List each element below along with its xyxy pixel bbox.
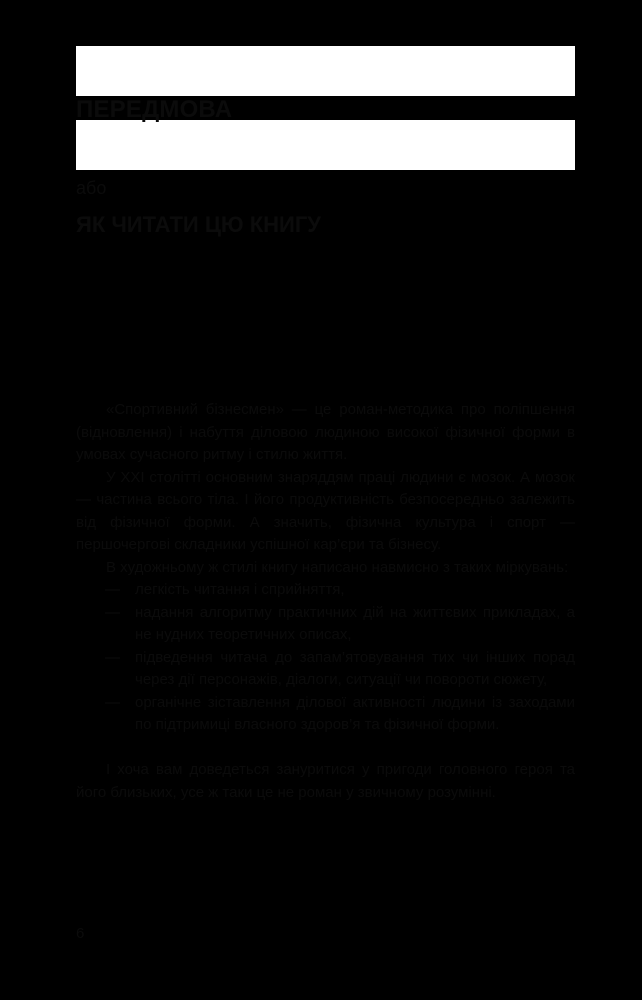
list-dash: — — [105, 693, 120, 711]
list-dash: — — [105, 648, 120, 666]
paragraph-2: У XXI столітті основним знаряддям праці людини є мозок. А мозок — частина всього тіла. І його продуктивність безпосередньо залежить від фізичної форми. А значить, фізична культура і спорт — першочергові складники успішної кар’єри та бізнесу. — [76, 468, 575, 553]
closing-paragraph: І хоча вам доведеться зануритися у пригоди головного героя та його близьких, усе ж таки це не роман у звичному розумінні. — [76, 761, 575, 801]
header-band-top — [76, 46, 575, 96]
list-item — [76, 579, 575, 602]
list-item — [76, 692, 575, 737]
paragraph-3: В художньому ж стилі книгу написано навмисно з таких міркувань: — [106, 558, 569, 576]
subtitle-connector: або — [76, 178, 107, 198]
header-band-bottom — [76, 120, 575, 170]
paragraph-1: «Спортивний бізнесмен» — це роман-методика про поліпшення (відновлення) і набуття діловою людиною високої фізичної форми в умовах сучасного ритму і стилю життя. — [76, 401, 575, 463]
list-dash: — — [105, 581, 120, 598]
list-item — [76, 602, 575, 647]
list-item-text: надання алгоритму практичних дій на життєвих прикладах, а не нудних теоретичних описах, — [135, 603, 575, 643]
chapter-heading: ПЕРЕДМОВА — [76, 96, 233, 123]
list-item-text: органічне зіставлення ділової активності людини із заходами по підтримиці власного здоров’я та фізичної форми. — [135, 693, 575, 733]
list-item — [76, 647, 575, 692]
list-item-text: підведення читача до запам’ятовування тих чи інших порад через дії персонажів, діалоги, ситуації чи повороти сюжету, — [135, 648, 575, 688]
paragraph-gap — [76, 737, 575, 760]
list-dash: — — [105, 603, 120, 621]
reasons-list — [76, 579, 575, 737]
body-text — [76, 399, 575, 804]
list-item-text: легкість читання і сприйняття, — [135, 581, 345, 598]
page-number: 6 — [76, 925, 85, 942]
chapter-subtitle: ЯК ЧИТАТИ ЦЮ КНИГУ — [76, 212, 321, 237]
